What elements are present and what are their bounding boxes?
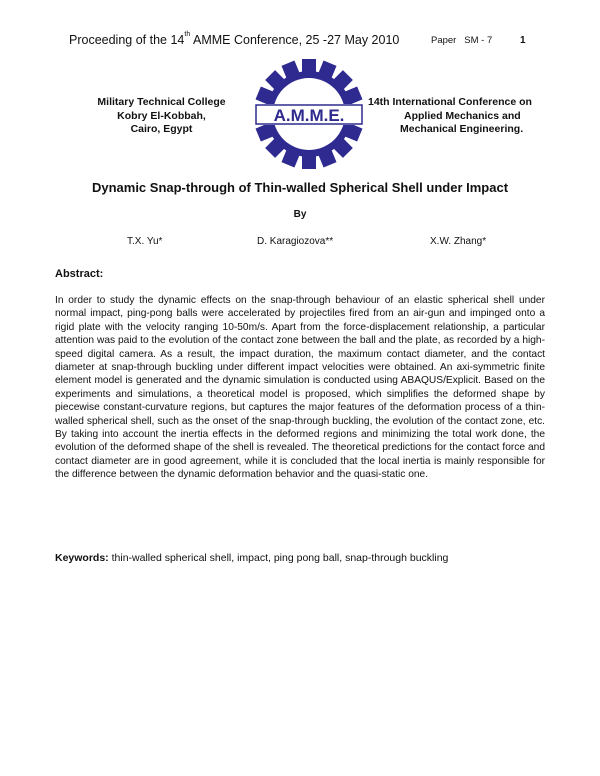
paper-label: Paper SM - 7 <box>431 35 493 46</box>
amme-gear-logo <box>250 55 368 173</box>
institution-right-line2: Applied Mechanics and <box>404 109 521 122</box>
abstract-body: In order to study the dynamic effects on the snap-through behaviour of an elastic spherical shell under normal impact, ping-pong balls were accelerated by projectiles fired from an air-gun and impinged onto a rigid plate with the velocity ranging 10-50m/s. Apart from the force-displacement relationship, a particular attention was paid to the evolution of the contact zone between the ball and the plate, as recorded by a high-speed digital camera. As a result, the impact duration, the maximum contact diameter, and the contact diameter at snap-through buckling under different impact velocities were obtained. An axi-symmetric finite element model is generated and the dynamic simulation is conducted using ABAQUS/Explicit. Based on the experiments and simulations, a theoretical model is proposed, which simplifies the deformed shape by piecewise constant-curvature regions, but captures the major features of the deformation process of a thin-walled spherical shell, such as the onset of the snap-through buckling, the evolution of the contact zone, etc. By taking into account the inertia effects in the deformed regions and minimizing the total work done, the evolution of the deformed shape of the shell is revealed. The theoretical predictions for the contact force and contact diameter are in good agreement, while it is concluded that the local inertia is mainly responsible for the difference between the dynamic deformation behavior and the quasi-static one. <box>55 295 545 481</box>
page-number: 1 <box>520 35 526 46</box>
institution-right <box>368 96 538 137</box>
institution-left-line3: Cairo, Egypt <box>130 123 193 135</box>
author-yu: T.X. Yu* <box>127 236 163 247</box>
author-karagiozova: D. Karagiozova** <box>257 236 334 247</box>
keywords-text: thin-walled spherical shell, impact, ping pong ball, snap-through buckling <box>108 552 449 564</box>
institution-left <box>74 96 249 137</box>
by-label: By <box>293 209 307 220</box>
proceeding-prefix: Proceeding of the 14 <box>69 33 185 47</box>
institution-left-line1: Military Technical College <box>97 96 226 108</box>
institution-right-line1: 14th International Conference on <box>368 96 532 108</box>
abstract-heading: Abstract: <box>55 268 104 280</box>
author-zhang: X.W. Zhang* <box>430 236 487 247</box>
paper-title: Dynamic Snap-through of Thin-walled Spherical Shell under Impact <box>91 180 509 195</box>
institution-right-line3: Mechanical Engineering. <box>400 123 524 135</box>
keywords-label: Keywords: <box>55 552 109 564</box>
proceeding-header <box>69 33 399 47</box>
institution-left-line2: Kobry El-Kobbah, <box>117 109 206 122</box>
proceeding-sup: th <box>184 31 191 38</box>
logo-text: A.M.M.E. <box>273 106 345 125</box>
proceeding-suffix: AMME Conference, 25 -27 May 2010 <box>190 33 400 47</box>
keywords <box>55 552 448 564</box>
gear-icon <box>250 55 368 173</box>
